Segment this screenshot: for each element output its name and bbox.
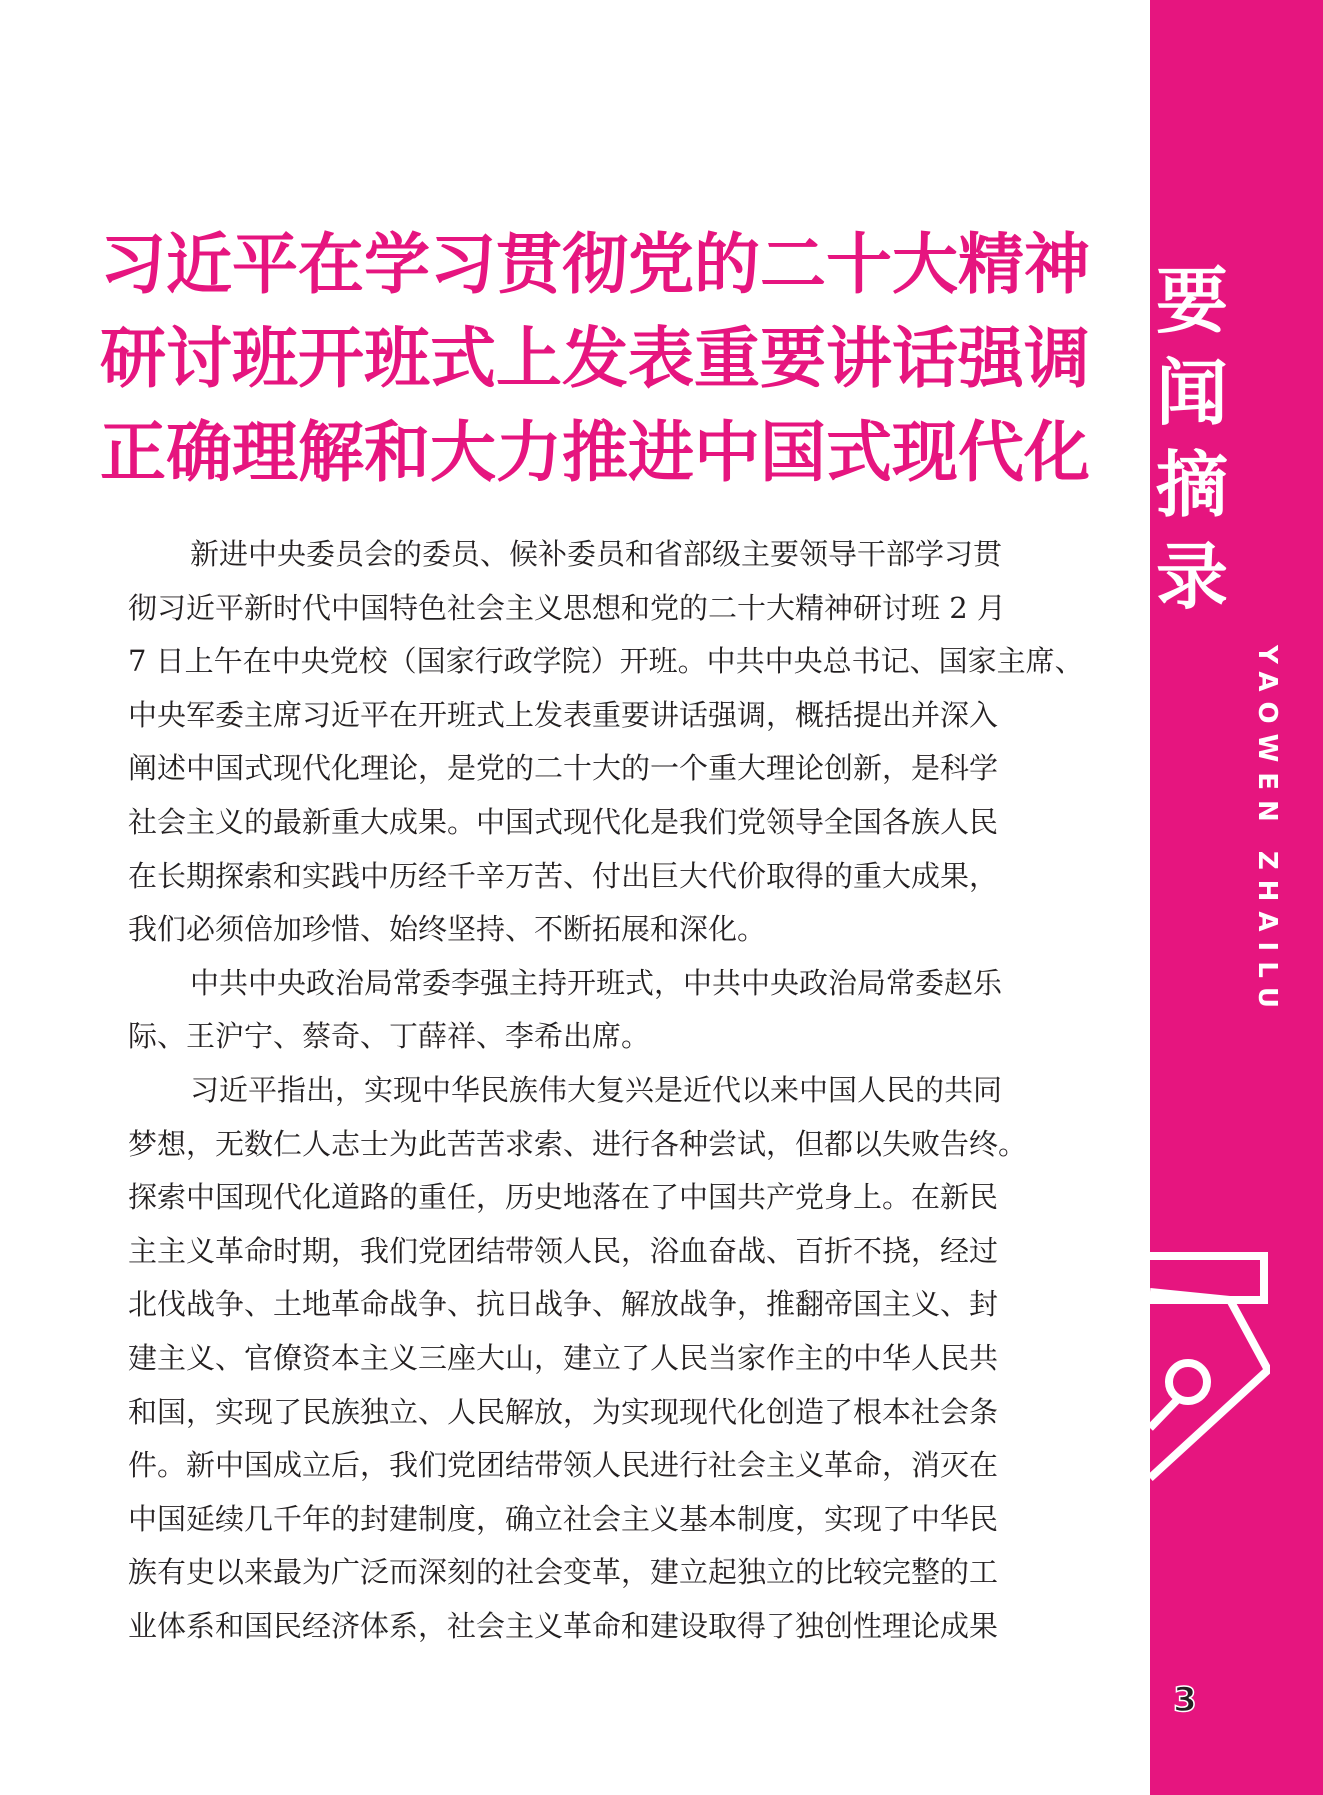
body-line: 在长期探索和实践中历经千辛万苦、付出巨大代价取得的重大成果， (128, 858, 999, 893)
body-line: 社会主义的最新重大成果。中国式现代化是我们党领导全国各族人民 (128, 804, 999, 839)
body-line: 主主义革命时期，我们党团结带领人民，浴血奋战、百折不挠，经过 (128, 1233, 999, 1268)
section-title-char: 录 (1155, 535, 1228, 619)
body-line: 中共中央政治局常委李强主持开班式，中共中央政治局常委赵乐 (190, 965, 1003, 1000)
body-line: 北伐战争、土地革命战争、抗日战争、解放战争，推翻帝国主义、封 (128, 1287, 999, 1322)
section-title-char: 摘 (1155, 443, 1228, 527)
section-title (1152, 255, 1232, 623)
article-body (128, 528, 1084, 1653)
section-pinyin: YAOWEN ZHAILU (1252, 645, 1282, 1018)
body-line: 和国，实现了民族独立、人民解放，为实现现代化创造了根本社会条 (128, 1394, 999, 1429)
title-line: 正确理解和大力推进中国式现代化 (100, 414, 1090, 491)
article-title (100, 218, 1100, 500)
section-title-char: 闻 (1155, 351, 1228, 435)
body-line: 族有史以来最为广泛而深刻的社会变革，建立起独立的比较完整的工 (128, 1555, 999, 1590)
body-line: 中央军委主席习近平在开班式上发表重要讲话强调，概括提出并深入 (128, 697, 999, 732)
body-line: 建主义、官僚资本主义三座大山，建立了人民当家作主的中华人民共 (128, 1340, 999, 1375)
body-line: 新进中央委员会的委员、候补委员和省部级主要领导干部学习贯 (190, 537, 1003, 571)
body-line: 阐述中国式现代化理论，是党的二十大的一个重大理论创新，是科学 (128, 751, 999, 786)
title-line: 研讨班开班式上发表重要讲话强调 (100, 320, 1090, 397)
body-line: 中国延续几千年的封建制度，确立社会主义基本制度，实现了中华民 (128, 1501, 999, 1536)
body-line: 件。新中国成立后，我们党团结带领人民进行社会主义革命，消灭在 (128, 1448, 999, 1483)
body-line: 梦想，无数仁人志士为此苦苦求索、进行各种尝试，但都以失败告终。 (128, 1126, 1028, 1161)
section-title-char: 要 (1155, 259, 1228, 343)
fountain-pen-icon (1150, 1252, 1270, 1502)
body-line: 我们必须倍加珍惜、始终坚持、不断拓展和深化。 (128, 912, 767, 947)
body-line: 习近平指出，实现中华民族伟大复兴是近代以来中国人民的共同 (190, 1072, 1003, 1107)
title-line: 习近平在学习贯彻党的二十大精神 (100, 226, 1090, 303)
body-line: 彻习近平新时代中国特色社会主义思想和党的二十大精神研讨班 2 月 (128, 590, 1006, 625)
body-line: 7 日上午在中央党校（国家行政学院）开班。中共中央总书记、国家主席、 (128, 644, 1084, 679)
page-number: 3 (1173, 1680, 1197, 1720)
body-line: 业体系和国民经济体系，社会主义革命和建设取得了独创性理论成果 (128, 1608, 999, 1643)
body-line: 际、王沪宁、蔡奇、丁薛祥、李希出席。 (128, 1019, 651, 1054)
body-line: 探索中国现代化道路的重任，历史地落在了中国共产党身上。在新民 (128, 1180, 999, 1215)
